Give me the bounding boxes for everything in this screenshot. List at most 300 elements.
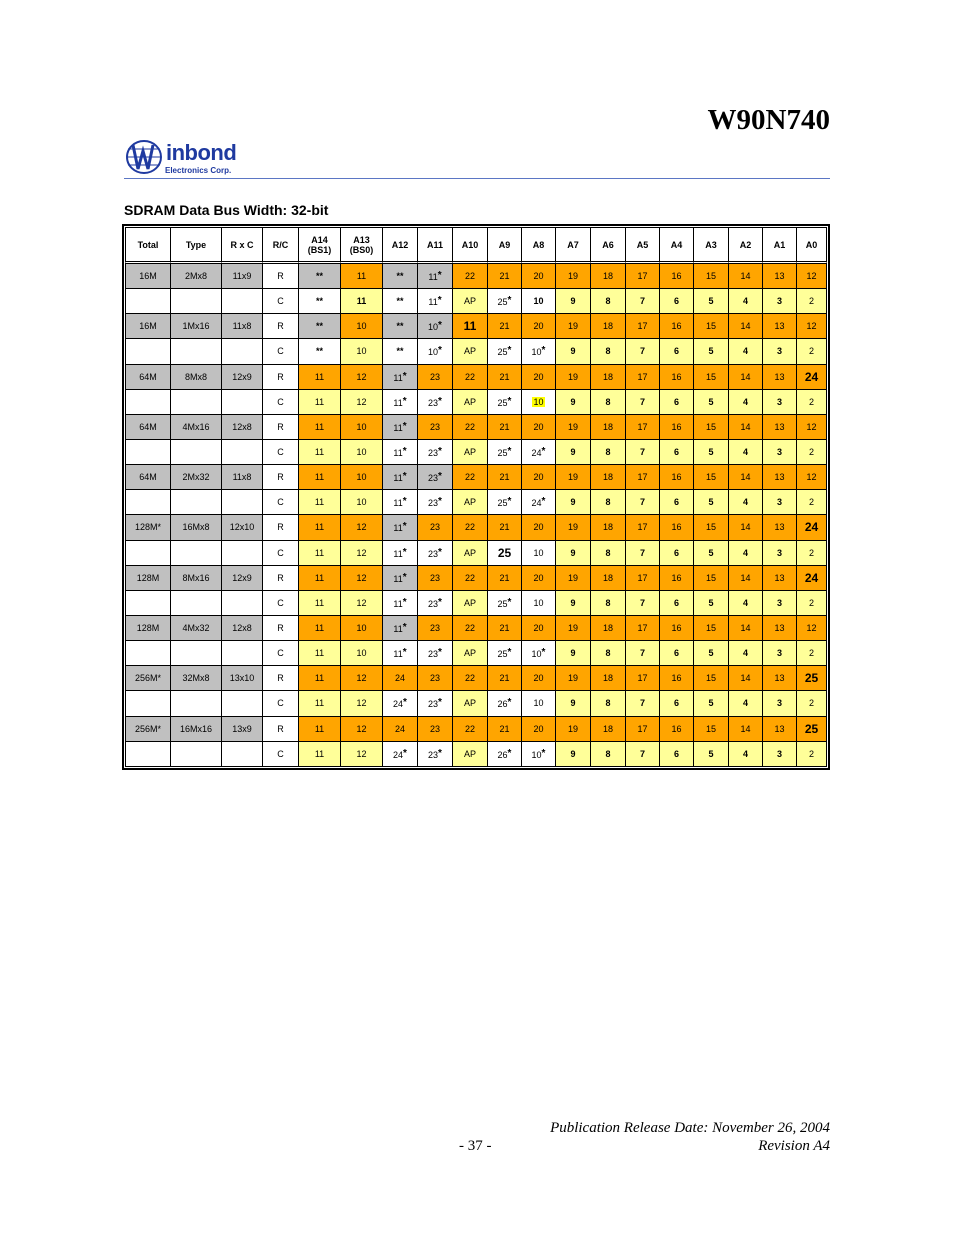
address-cell xyxy=(626,465,660,490)
address-cell-value: 15 xyxy=(705,321,716,332)
address-cell xyxy=(341,339,383,364)
address-cell-value: 10 xyxy=(356,472,367,483)
address-cell-value: 18 xyxy=(602,271,613,282)
address-cell xyxy=(797,465,827,490)
address-cell xyxy=(299,541,341,566)
address-cell xyxy=(797,515,827,540)
address-cell xyxy=(591,691,626,716)
address-cell-value: 22 xyxy=(464,421,475,432)
address-cell xyxy=(556,390,591,415)
address-cell xyxy=(626,691,660,716)
address-cell-value: 18 xyxy=(602,371,613,382)
address-cell-value: 12 xyxy=(356,371,367,382)
address-cell-value: 25 xyxy=(804,721,819,736)
asterisk-mark: * xyxy=(438,320,442,332)
address-cell xyxy=(694,541,729,566)
address-cell xyxy=(556,742,591,767)
table-row xyxy=(125,264,827,289)
cell-rxc: 12x9 xyxy=(222,566,263,591)
address-cell xyxy=(341,440,383,465)
asterisk-mark: * xyxy=(507,345,512,357)
asterisk-mark: * xyxy=(507,596,512,608)
address-cell xyxy=(763,616,797,641)
cell-rxc xyxy=(222,541,263,566)
document-title: W90N740 xyxy=(707,104,830,136)
asterisk-mark: * xyxy=(438,395,442,407)
address-cell xyxy=(729,390,763,415)
address-cell-value: AP xyxy=(463,497,476,508)
cell-rc: C xyxy=(263,742,299,767)
address-cell xyxy=(626,365,660,390)
address-cell-value: 17 xyxy=(637,723,648,734)
address-cell xyxy=(626,289,660,314)
address-cell xyxy=(522,515,556,540)
address-cell xyxy=(556,264,591,289)
address-cell-value: 7 xyxy=(639,447,645,458)
address-cell-value: 7 xyxy=(639,698,645,709)
winbond-logo xyxy=(126,139,266,179)
cell-rc: C xyxy=(263,490,299,515)
address-cell xyxy=(522,717,556,742)
address-cell xyxy=(626,314,660,339)
address-cell-value: 22 xyxy=(464,623,475,634)
cell-type xyxy=(171,541,222,566)
address-cell xyxy=(660,365,694,390)
address-cell xyxy=(729,742,763,767)
address-cell xyxy=(797,717,827,742)
address-cell-value: 13 xyxy=(774,371,785,382)
address-cell xyxy=(626,717,660,742)
address-cell-value: 14 xyxy=(740,371,751,382)
address-cell xyxy=(341,691,383,716)
address-cell xyxy=(488,264,522,289)
cell-rxc xyxy=(222,289,263,314)
address-cell-value: 11 xyxy=(314,623,325,634)
address-cell-value: 23 xyxy=(429,522,440,533)
cell-type xyxy=(171,691,222,716)
address-cell xyxy=(729,289,763,314)
cell-total: 128M xyxy=(125,566,171,591)
cell-type xyxy=(171,641,222,666)
address-cell xyxy=(556,717,591,742)
address-cell xyxy=(626,515,660,540)
address-cell-value: 9 xyxy=(570,648,576,659)
address-cell-value: 10 xyxy=(533,396,544,407)
address-cell-value: 9 xyxy=(570,748,576,759)
address-cell-value: 21 xyxy=(499,472,510,483)
table-row xyxy=(125,289,827,314)
address-cell-value: 4 xyxy=(742,447,748,458)
address-cell-value: 11 xyxy=(314,698,325,709)
address-cell-value: ** xyxy=(315,296,323,307)
address-cell-value: 7 xyxy=(639,748,645,759)
address-cell-value: 12 xyxy=(806,472,817,483)
address-cell xyxy=(797,264,827,289)
address-cell xyxy=(626,541,660,566)
address-cell-value: 10 xyxy=(531,749,542,760)
address-cell-value: ** xyxy=(315,321,323,332)
cell-type: 1Mx16 xyxy=(171,314,222,339)
column-header xyxy=(797,227,827,264)
address-cell xyxy=(797,742,827,767)
address-cell-value: 11 xyxy=(393,573,403,584)
address-cell-value: 17 xyxy=(637,321,648,332)
cell-rc: C xyxy=(263,390,299,415)
address-cell xyxy=(341,541,383,566)
asterisk-mark: * xyxy=(438,546,442,558)
logo-wordmark: inbond xyxy=(166,140,237,165)
address-cell-value: 2 xyxy=(808,497,814,508)
address-cell-value: 2 xyxy=(808,447,814,458)
address-cell-value: 23 xyxy=(429,723,440,734)
address-cell xyxy=(522,314,556,339)
address-cell xyxy=(729,616,763,641)
address-cell xyxy=(488,616,522,641)
address-cell xyxy=(453,566,488,591)
address-cell xyxy=(418,666,453,691)
address-cell-value: 11 xyxy=(393,548,403,559)
address-cell-value: 15 xyxy=(705,673,716,684)
address-cell xyxy=(660,490,694,515)
address-cell-value: 7 xyxy=(639,597,645,608)
asterisk-mark: * xyxy=(437,270,442,282)
address-cell xyxy=(453,289,488,314)
address-cell xyxy=(694,691,729,716)
cell-rxc: 13x10 xyxy=(222,666,263,691)
table-body xyxy=(125,264,827,767)
address-cell-value: 16 xyxy=(671,321,682,332)
address-cell-value: 3 xyxy=(776,497,782,508)
table-row xyxy=(125,641,827,666)
address-cell xyxy=(453,742,488,767)
address-cell-value: 10 xyxy=(533,597,544,608)
address-cell-value: 23 xyxy=(428,548,439,559)
address-cell xyxy=(591,717,626,742)
column-header-text: A3 xyxy=(705,239,717,250)
address-cell xyxy=(453,264,488,289)
table-row xyxy=(125,691,827,716)
address-cell-value: 24 xyxy=(394,673,405,684)
column-header xyxy=(488,227,522,264)
address-cell xyxy=(418,742,453,767)
address-cell xyxy=(694,490,729,515)
cell-total xyxy=(125,289,171,314)
address-cell xyxy=(453,440,488,465)
address-cell-value: 12 xyxy=(806,421,817,432)
address-cell-value: 7 xyxy=(639,547,645,558)
footer-release xyxy=(550,1119,830,1155)
cell-total: 64M xyxy=(125,365,171,390)
address-cell-value: 23 xyxy=(429,421,440,432)
column-header xyxy=(418,227,453,264)
address-cell xyxy=(694,264,729,289)
column-header-text: (BS0) xyxy=(349,244,374,255)
table-row xyxy=(125,717,827,742)
cell-type xyxy=(171,339,222,364)
address-cell-value: 11 xyxy=(314,648,325,659)
column-header-text: A12 xyxy=(391,239,409,250)
address-cell-value: 9 xyxy=(570,296,576,307)
address-cell xyxy=(660,390,694,415)
address-cell-value: 6 xyxy=(673,748,679,759)
address-cell-value: 17 xyxy=(637,673,648,684)
column-header-text: A5 xyxy=(636,239,649,250)
address-cell-value: 14 xyxy=(740,623,751,634)
address-cell xyxy=(556,314,591,339)
address-cell xyxy=(341,264,383,289)
address-cell xyxy=(299,742,341,767)
cell-rxc: 12x9 xyxy=(222,365,263,390)
table-row xyxy=(125,515,827,540)
address-cell-value: 22 xyxy=(464,371,475,382)
address-cell xyxy=(383,515,418,540)
address-cell xyxy=(556,365,591,390)
column-header-text: A2 xyxy=(739,239,752,250)
address-cell-value: 2 xyxy=(808,597,814,608)
address-cell-value: 18 xyxy=(602,673,613,684)
address-cell-value: 8 xyxy=(605,648,611,659)
address-cell xyxy=(299,515,341,540)
address-cell-value: 22 xyxy=(464,572,475,583)
address-cell-value: ** xyxy=(315,271,323,282)
page-number: - 37 - xyxy=(459,1138,492,1154)
address-cell xyxy=(418,490,453,515)
address-cell xyxy=(383,541,418,566)
cell-type: 16Mx16 xyxy=(171,717,222,742)
address-cell-value: 9 xyxy=(570,597,576,608)
address-cell-value: 9 xyxy=(570,497,576,508)
address-cell-value: 7 xyxy=(639,648,645,659)
column-header xyxy=(453,227,488,264)
address-cell xyxy=(626,742,660,767)
address-cell xyxy=(797,390,827,415)
address-cell-value: 25 xyxy=(497,297,508,308)
address-cell-value: 12 xyxy=(806,321,817,332)
address-cell xyxy=(626,616,660,641)
address-cell xyxy=(729,264,763,289)
address-cell xyxy=(591,390,626,415)
address-cell-value: 3 xyxy=(776,396,782,407)
address-cell xyxy=(453,390,488,415)
address-cell xyxy=(556,465,591,490)
address-cell xyxy=(694,415,729,440)
address-cell xyxy=(797,666,827,691)
address-cell xyxy=(299,717,341,742)
address-cell xyxy=(797,339,827,364)
address-cell xyxy=(556,440,591,465)
address-cell xyxy=(383,264,418,289)
address-cell xyxy=(522,742,556,767)
address-cell xyxy=(418,691,453,716)
cell-rc: R xyxy=(263,566,299,591)
address-cell-value: 7 xyxy=(639,346,645,357)
cell-rc: C xyxy=(263,440,299,465)
asterisk-mark: * xyxy=(507,697,512,709)
column-header-text: (BS1) xyxy=(307,244,332,255)
cell-rxc xyxy=(222,691,263,716)
logo-subtitle: Electronics Corp. xyxy=(165,166,232,175)
address-cell-value: 4 xyxy=(742,346,748,357)
address-cell xyxy=(383,314,418,339)
address-cell xyxy=(729,691,763,716)
cell-rxc: 11x8 xyxy=(222,465,263,490)
address-cell xyxy=(626,415,660,440)
address-cell xyxy=(660,465,694,490)
address-cell xyxy=(797,365,827,390)
table-row xyxy=(125,616,827,641)
column-header xyxy=(626,227,660,264)
table-row xyxy=(125,339,827,364)
asterisk-mark: * xyxy=(438,345,442,357)
asterisk-mark: * xyxy=(402,571,407,583)
address-cell xyxy=(453,415,488,440)
cell-type xyxy=(171,742,222,767)
address-cell xyxy=(729,566,763,591)
cell-total: 256M* xyxy=(125,717,171,742)
asterisk-mark: * xyxy=(438,647,442,659)
asterisk-mark: * xyxy=(507,395,512,407)
address-cell xyxy=(488,742,522,767)
address-cell xyxy=(522,440,556,465)
address-cell-value: 5 xyxy=(708,396,714,407)
cell-rxc: 12x8 xyxy=(222,616,263,641)
address-cell-value: 10 xyxy=(356,447,367,458)
address-cell-value: 11 xyxy=(428,272,438,283)
address-cell-value: 24 xyxy=(804,570,819,585)
address-cell-value: 23 xyxy=(428,448,439,459)
address-cell xyxy=(522,566,556,591)
address-cell xyxy=(341,365,383,390)
address-cell xyxy=(797,591,827,616)
address-cell xyxy=(299,465,341,490)
address-cell-value: 19 xyxy=(567,421,578,432)
address-cell-value: 22 xyxy=(464,522,475,533)
address-cell-value: 2 xyxy=(808,698,814,709)
address-cell xyxy=(591,289,626,314)
address-cell-value: 10 xyxy=(531,347,542,358)
address-cell xyxy=(383,415,418,440)
column-header xyxy=(694,227,729,264)
column-header xyxy=(383,227,418,264)
address-cell xyxy=(660,591,694,616)
address-cell-value: 10 xyxy=(356,648,367,659)
address-cell xyxy=(341,591,383,616)
address-cell-value: 24 xyxy=(804,369,819,384)
address-cell xyxy=(383,365,418,390)
address-cell-value: 4 xyxy=(742,296,748,307)
address-cell-value: 16 xyxy=(671,421,682,432)
address-cell-value: 21 xyxy=(499,673,510,684)
address-cell xyxy=(694,641,729,666)
address-cell xyxy=(763,415,797,440)
address-cell xyxy=(522,264,556,289)
address-cell-value: 8 xyxy=(605,346,611,357)
address-cell xyxy=(341,490,383,515)
address-cell xyxy=(626,641,660,666)
address-cell-value: 16 xyxy=(671,723,682,734)
address-cell-value: 22 xyxy=(464,723,475,734)
address-cell xyxy=(383,641,418,666)
address-cell-value: 21 xyxy=(499,371,510,382)
column-header-text: A10 xyxy=(461,239,479,250)
address-cell xyxy=(591,566,626,591)
address-cell xyxy=(418,566,453,591)
table-row xyxy=(125,365,827,390)
address-cell xyxy=(341,742,383,767)
address-cell xyxy=(626,566,660,591)
cell-rxc: 11x8 xyxy=(222,314,263,339)
address-cell xyxy=(763,515,797,540)
column-header-text: A4 xyxy=(670,239,683,250)
address-cell-value: 14 xyxy=(740,673,751,684)
asterisk-mark: * xyxy=(438,747,442,759)
address-cell-value: 24 xyxy=(394,723,405,734)
asterisk-mark: * xyxy=(438,496,442,508)
address-cell-value: 12 xyxy=(806,271,817,282)
address-cell xyxy=(763,264,797,289)
cell-rc: R xyxy=(263,717,299,742)
address-cell xyxy=(418,717,453,742)
cell-rxc xyxy=(222,490,263,515)
address-cell xyxy=(660,742,694,767)
column-header-text: Type xyxy=(185,239,207,250)
address-cell-value: 19 xyxy=(567,673,578,684)
address-cell xyxy=(591,264,626,289)
column-header xyxy=(222,227,263,264)
address-cell-value: 11 xyxy=(314,723,325,734)
address-cell-value: 5 xyxy=(708,748,714,759)
address-cell xyxy=(660,566,694,591)
table-row xyxy=(125,541,827,566)
address-cell xyxy=(383,591,418,616)
cell-total xyxy=(125,541,171,566)
address-cell-value: 12 xyxy=(356,723,367,734)
address-cell xyxy=(660,691,694,716)
address-cell-value: AP xyxy=(463,296,476,307)
address-cell-value: 12 xyxy=(806,623,817,634)
asterisk-mark: * xyxy=(402,622,407,634)
address-cell-value: 23 xyxy=(428,749,439,760)
cell-rxc xyxy=(222,591,263,616)
address-cell-value: 10 xyxy=(356,421,367,432)
column-header-text: R/C xyxy=(272,239,289,250)
address-cell xyxy=(763,541,797,566)
address-cell-value: 5 xyxy=(708,597,714,608)
address-cell-value: 6 xyxy=(673,497,679,508)
address-cell-value: 15 xyxy=(705,723,716,734)
address-cell-value: 11 xyxy=(314,597,325,608)
address-cell-value: 11 xyxy=(393,422,403,433)
cell-total: 16M xyxy=(125,264,171,289)
address-cell-value: 12 xyxy=(356,597,367,608)
column-header xyxy=(591,227,626,264)
address-cell xyxy=(763,641,797,666)
address-cell xyxy=(453,515,488,540)
address-cell-value: 8 xyxy=(605,547,611,558)
address-cell-value: ** xyxy=(396,296,404,307)
asterisk-mark: * xyxy=(402,647,407,659)
address-cell xyxy=(488,641,522,666)
address-cell-value: 14 xyxy=(740,271,751,282)
column-header xyxy=(341,227,383,264)
address-cell-value: 12 xyxy=(356,698,367,709)
address-cell-value: 3 xyxy=(776,648,782,659)
asterisk-mark: * xyxy=(507,295,512,307)
address-cell-value: 24 xyxy=(804,520,819,535)
asterisk-mark: * xyxy=(402,446,407,458)
address-cell xyxy=(729,641,763,666)
address-cell-value: 2 xyxy=(808,547,814,558)
